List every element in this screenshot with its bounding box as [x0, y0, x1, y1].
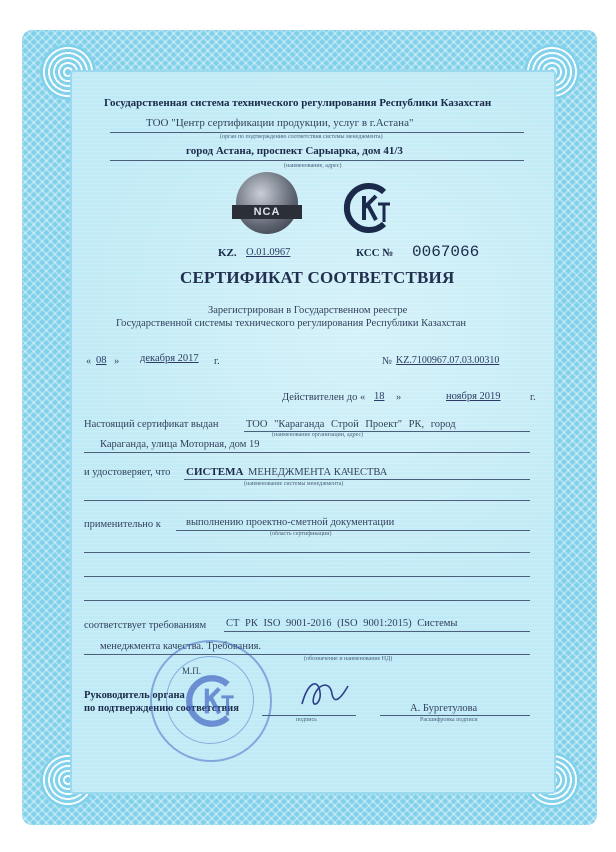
kss-label: КСС №: [356, 247, 394, 259]
valid-month-year: ноября 2019: [446, 391, 501, 402]
requirements-line-1: СТ РК ISO 9001-2016 (ISO 9001:2015) Системы: [226, 618, 458, 629]
number-label: №: [382, 356, 393, 367]
name-caption: Расшифровка подписи: [420, 717, 478, 723]
nca-text: NCA: [232, 205, 302, 219]
certification-scope: выполнению проектно-сметной документации: [186, 517, 395, 528]
official-seal-stamp: [150, 640, 272, 762]
certification-body-name: ТОО "Центр сертификации продукции, услуг в г.Астана": [146, 117, 414, 129]
year-suffix: г.: [214, 356, 220, 367]
seal-kst-logo-icon: [180, 670, 242, 732]
serial-number: 0067066: [412, 243, 480, 261]
divider: [176, 530, 530, 531]
divider: [224, 631, 530, 632]
kz-accreditation-number: O.01.0967: [246, 247, 291, 258]
issued-label: Настоящий сертификат выдан: [84, 419, 219, 430]
divider: [110, 132, 524, 133]
certifies-label: и удостоверяет, что: [84, 467, 171, 478]
system-name: МЕНЕДЖМЕНТА КАЧЕСТВА: [248, 467, 388, 478]
name-line: [380, 715, 530, 716]
divider: [84, 500, 530, 501]
divider: [110, 160, 524, 161]
issued-to-line-2: Караганда, улица Моторная, дом 19: [100, 439, 260, 450]
issue-day: 08: [96, 355, 107, 366]
valid-day: 18: [374, 391, 385, 402]
date-open-quote: «: [86, 356, 92, 367]
date-close-quote: »: [114, 356, 120, 367]
issue-month-year: декабря 2017: [140, 353, 199, 364]
divider: [184, 479, 530, 480]
org-address: город Астана, проспект Сарыарка, дом 41/3: [186, 145, 403, 157]
divider: [84, 600, 530, 601]
head-title-line-1: Руководитель органа: [84, 690, 185, 701]
system-word: СИСТЕМА: [186, 466, 244, 478]
registered-line-2: Государственной системы технического регулирования Республики Казахстан: [116, 318, 467, 329]
head-title-line-2: по подтверждению соответствия: [84, 703, 239, 714]
registered-line-1: Зарегистрирован в Государственном реестре: [208, 305, 408, 316]
signatory-name: А. Бургетулова: [410, 703, 478, 714]
divider: [84, 654, 530, 655]
system-heading: Государственная система технического регулирования Республики Казахстан: [104, 97, 492, 109]
address-caption: (наименование, адрес): [284, 163, 342, 169]
nca-globe-icon: [236, 172, 298, 234]
valid-close-quote: »: [396, 392, 402, 403]
certificate-number: KZ.7100967.07.03.00310: [396, 355, 500, 366]
divider: [84, 576, 530, 577]
scope-caption: (область сертификации): [270, 531, 332, 537]
signature-caption: подпись: [296, 717, 317, 723]
applied-label: применительно к: [84, 519, 161, 530]
valid-suffix: г.: [530, 392, 536, 403]
certificate-title: СЕРТИФИКАТ СООТВЕТСТВИЯ: [180, 268, 455, 287]
handwritten-signature-icon: [296, 674, 356, 714]
valid-until-label: Действителен до «: [282, 392, 366, 403]
requirements-caption: (обозначение и наименование НД): [304, 656, 393, 662]
requirements-line-2: менеджмента качества. Требования.: [100, 641, 262, 652]
kz-label: KZ.: [218, 247, 237, 259]
org-caption: (орган по подтверждению соответствия системы менеджмента): [220, 134, 383, 140]
kst-logo-icon: [338, 178, 398, 238]
divider: [84, 452, 530, 453]
seal-place-label: М.П.: [182, 666, 202, 676]
issued-caption: (наименование организации, адрес): [272, 432, 364, 438]
divider: [84, 552, 530, 553]
issued-to-line-1: ТОО "Караганда Строй Проект" РК, город: [246, 419, 456, 430]
requirements-label: соответствует требованиям: [84, 620, 207, 631]
signature-line: [262, 715, 356, 716]
system-caption: (наименование системы менеджмента): [244, 481, 344, 487]
